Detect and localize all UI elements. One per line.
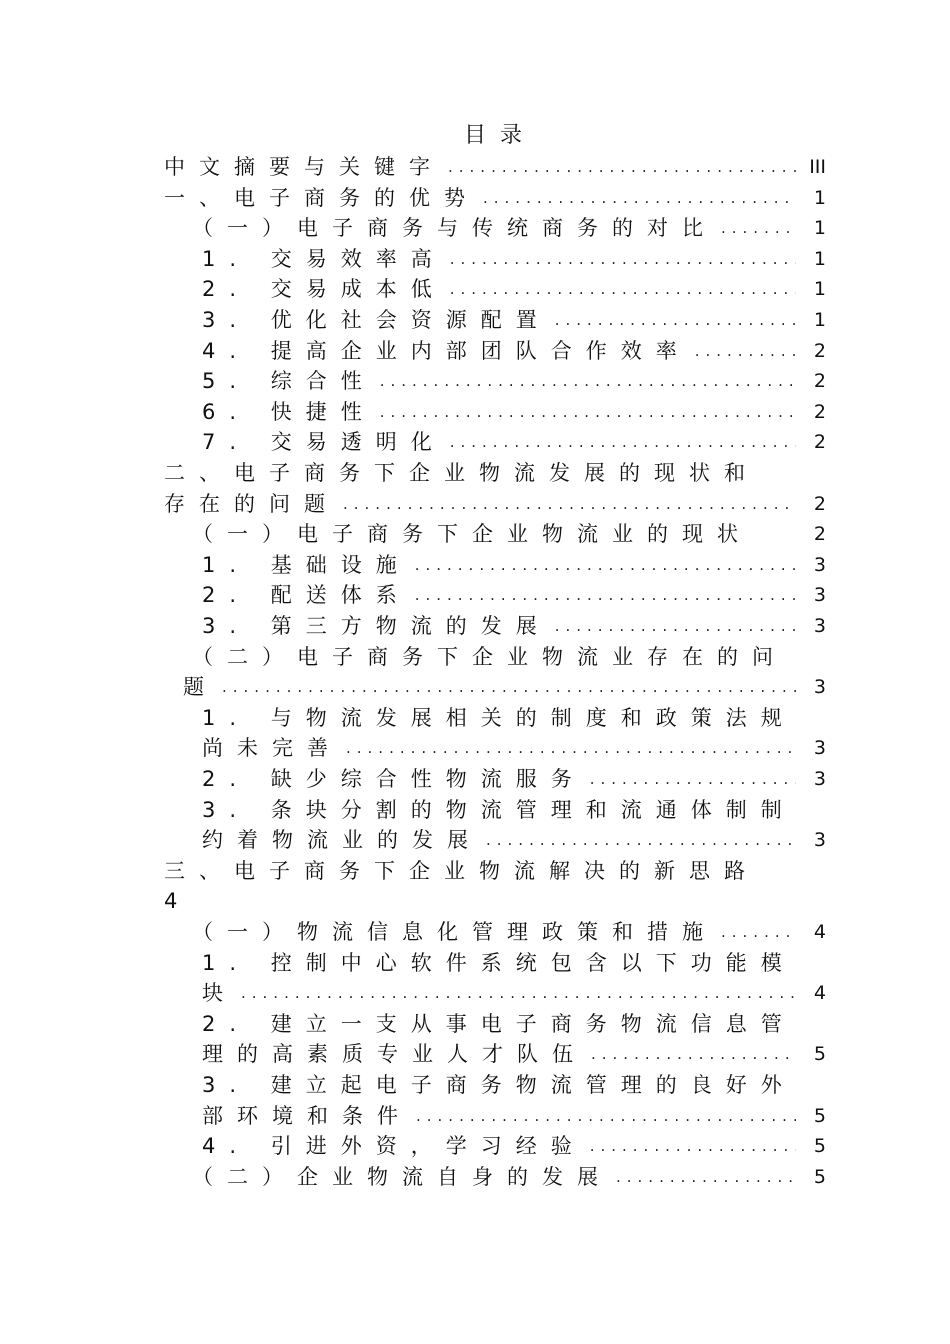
toc-leader-dots xyxy=(446,274,796,305)
toc-entry[interactable] xyxy=(202,733,826,764)
toc-entry-text: 2. 交易成本低 xyxy=(202,277,446,302)
toc-entry[interactable] xyxy=(192,519,826,550)
toc-entry-text: （二）电子商务下企业物流业存在的问 xyxy=(192,644,787,669)
toc-entry[interactable] xyxy=(202,580,826,611)
toc-entry[interactable] xyxy=(202,703,826,734)
toc-entry-page: 3 xyxy=(813,829,826,852)
toc-leader-dots xyxy=(444,152,796,183)
toc-entry[interactable] xyxy=(202,825,826,856)
toc-entry-page: 2 xyxy=(813,400,826,423)
toc-leader-dots xyxy=(218,672,796,703)
toc-entry-text: 块 xyxy=(202,981,237,1006)
toc-entry-page: 2 xyxy=(813,492,826,515)
toc-entry-page: 5 xyxy=(813,1165,826,1188)
toc-entry-text: 4. 引进外资，学习经验 xyxy=(202,1134,586,1159)
toc-entry-page: III xyxy=(809,156,826,178)
toc-entry[interactable] xyxy=(202,1039,826,1070)
toc-entry-text: 部环境和条件 xyxy=(202,1103,412,1128)
toc-entry-text: 2. 配送体系 xyxy=(202,583,411,608)
toc-entry[interactable] xyxy=(202,366,826,397)
toc-entry[interactable] xyxy=(202,978,826,1009)
toc-leader-dots xyxy=(342,733,796,764)
toc-leader-dots xyxy=(376,366,796,397)
toc-leader-dots xyxy=(412,1101,796,1132)
toc-leader-dots xyxy=(237,978,796,1009)
toc-entry[interactable] xyxy=(202,1131,826,1162)
toc-leader-dots xyxy=(482,825,796,856)
toc-entry-page: 2 xyxy=(813,339,826,362)
toc-entry-page: 3 xyxy=(813,553,826,576)
toc-entry-text: 理的高素质专业人才队伍 xyxy=(202,1042,587,1067)
toc-entry-text: 2. 缺少综合性物流服务 xyxy=(202,767,586,791)
toc-entry-page: 2 xyxy=(813,370,826,393)
toc-entry-page: 5 xyxy=(813,1104,826,1127)
toc-entry[interactable] xyxy=(202,611,826,642)
toc-entry[interactable] xyxy=(183,672,826,703)
toc-leader-dots xyxy=(376,397,796,428)
toc-entry-text: 存在的问题 xyxy=(164,491,339,516)
toc-entry-page: 4 xyxy=(813,921,826,943)
toc-entry[interactable] xyxy=(202,427,826,458)
toc-entry-page: 1 xyxy=(813,247,826,270)
toc-leader-dots xyxy=(717,917,796,948)
toc-entry-text: 中文摘要与关键字 xyxy=(164,155,444,179)
toc-leader-dots xyxy=(587,1039,796,1070)
toc-entry-page: 1 xyxy=(813,309,826,331)
toc-entry[interactable] xyxy=(192,1162,826,1193)
toc-entry[interactable] xyxy=(202,305,826,336)
toc-entry-page: 5 xyxy=(813,1135,826,1158)
toc-entry-text: 4 xyxy=(164,889,192,914)
toc-entry-page: 3 xyxy=(813,615,826,637)
toc-entry[interactable] xyxy=(164,856,826,887)
toc-entry[interactable] xyxy=(202,550,826,581)
toc-entry-page: 2 xyxy=(813,431,826,454)
toc-entry-text: 1. 与物流发展相关的制度和政策法规 xyxy=(202,705,796,730)
toc-entry[interactable] xyxy=(164,183,826,214)
toc-entry[interactable] xyxy=(202,397,826,428)
toc-entry[interactable] xyxy=(202,795,826,826)
toc-entry[interactable] xyxy=(164,458,826,489)
toc-leader-dots xyxy=(551,611,796,642)
toc-entry-text: 3. 优化社会资源配置 xyxy=(202,308,551,332)
toc-entry[interactable] xyxy=(202,244,826,275)
toc-leader-dots xyxy=(612,1162,796,1193)
toc-leader-dots xyxy=(586,764,796,795)
toc-entry-page: 4 xyxy=(813,982,826,1005)
toc-entry-text: 5. 综合性 xyxy=(202,369,376,394)
toc-entry-page: 3 xyxy=(813,676,826,699)
toc-entry-text: 3. 条块分割的物流管理和流通体制制 xyxy=(202,797,796,822)
toc-entry-text: （二）企业物流自身的发展 xyxy=(192,1164,612,1189)
toc-leader-dots xyxy=(717,213,796,244)
toc-entry-text: 4. 提高企业内部团队合作效率 xyxy=(202,338,691,363)
toc-entry-text: 题 xyxy=(183,675,218,700)
toc-leader-dots xyxy=(446,427,796,458)
toc-entry-text: 尚未完善 xyxy=(202,736,342,761)
toc-title: 目录 xyxy=(463,123,536,148)
toc-entry-text: 2. 建立一支从事电子商务物流信息管 xyxy=(202,1011,796,1036)
toc-entry-text: 1. 控制中心软件系统包含以下功能模 xyxy=(202,950,796,975)
toc-leader-dots xyxy=(339,489,796,520)
toc-entry[interactable] xyxy=(164,489,826,520)
toc-entry[interactable] xyxy=(164,152,826,183)
toc-leader-dots xyxy=(586,1131,796,1162)
toc-entry[interactable] xyxy=(202,1070,826,1101)
toc-entry-text: （一）物流信息化管理政策和措施 xyxy=(192,920,717,944)
toc-leader-dots xyxy=(479,183,796,214)
toc-entry[interactable] xyxy=(202,274,826,305)
toc-leader-dots xyxy=(446,244,796,275)
toc-entry-text: 3. 建立起电子商务物流管理的良好外 xyxy=(202,1073,796,1097)
toc-entry-text: 三、电子商务下企业物流解决的新思路 xyxy=(164,858,759,883)
toc-entry-text: （一）电子商务下企业物流业的现状 xyxy=(192,522,752,547)
toc-entry-page: 2 xyxy=(813,523,826,546)
toc-entry-text: 1. 基础设施 xyxy=(202,552,411,577)
toc-entry-text: 1. 交易效率高 xyxy=(202,246,446,271)
toc-entry-text: 二、电子商务下企业物流发展的现状和 xyxy=(164,461,759,485)
toc-leader-dots xyxy=(411,550,796,581)
toc-entry[interactable] xyxy=(202,1101,826,1132)
toc-entry-page: 1 xyxy=(813,186,826,209)
toc-entry[interactable] xyxy=(192,917,826,948)
toc-entry-page: 1 xyxy=(813,278,826,301)
toc-entry[interactable] xyxy=(192,642,826,673)
toc-entry[interactable] xyxy=(192,213,826,244)
toc-leader-dots xyxy=(551,305,796,336)
toc-entry-text: （一）电子商务与传统商务的对比 xyxy=(192,216,717,241)
toc-entry[interactable] xyxy=(202,764,826,795)
toc-entry[interactable] xyxy=(202,336,826,367)
toc-leader-dots xyxy=(411,580,796,611)
toc-entry-page: 1 xyxy=(813,217,826,240)
toc-leader-dots xyxy=(691,336,796,367)
toc-entry-text: 6. 快捷性 xyxy=(202,399,376,424)
toc-entry-page: 5 xyxy=(813,1043,826,1066)
toc-entry-page: 3 xyxy=(813,584,826,607)
toc-entry-page: 3 xyxy=(813,737,826,760)
toc-entry[interactable] xyxy=(164,886,826,917)
toc-entry[interactable] xyxy=(202,1009,826,1040)
toc-entry-text: 一、电子商务的优势 xyxy=(164,185,479,210)
toc-entry-page: 3 xyxy=(813,768,826,790)
toc-entry-text: 约着物流业的发展 xyxy=(202,828,482,853)
toc-entry[interactable] xyxy=(202,948,826,979)
toc-entry-text: 7. 交易透明化 xyxy=(202,430,446,455)
toc-entry-text: 3. 第三方物流的发展 xyxy=(202,614,551,638)
